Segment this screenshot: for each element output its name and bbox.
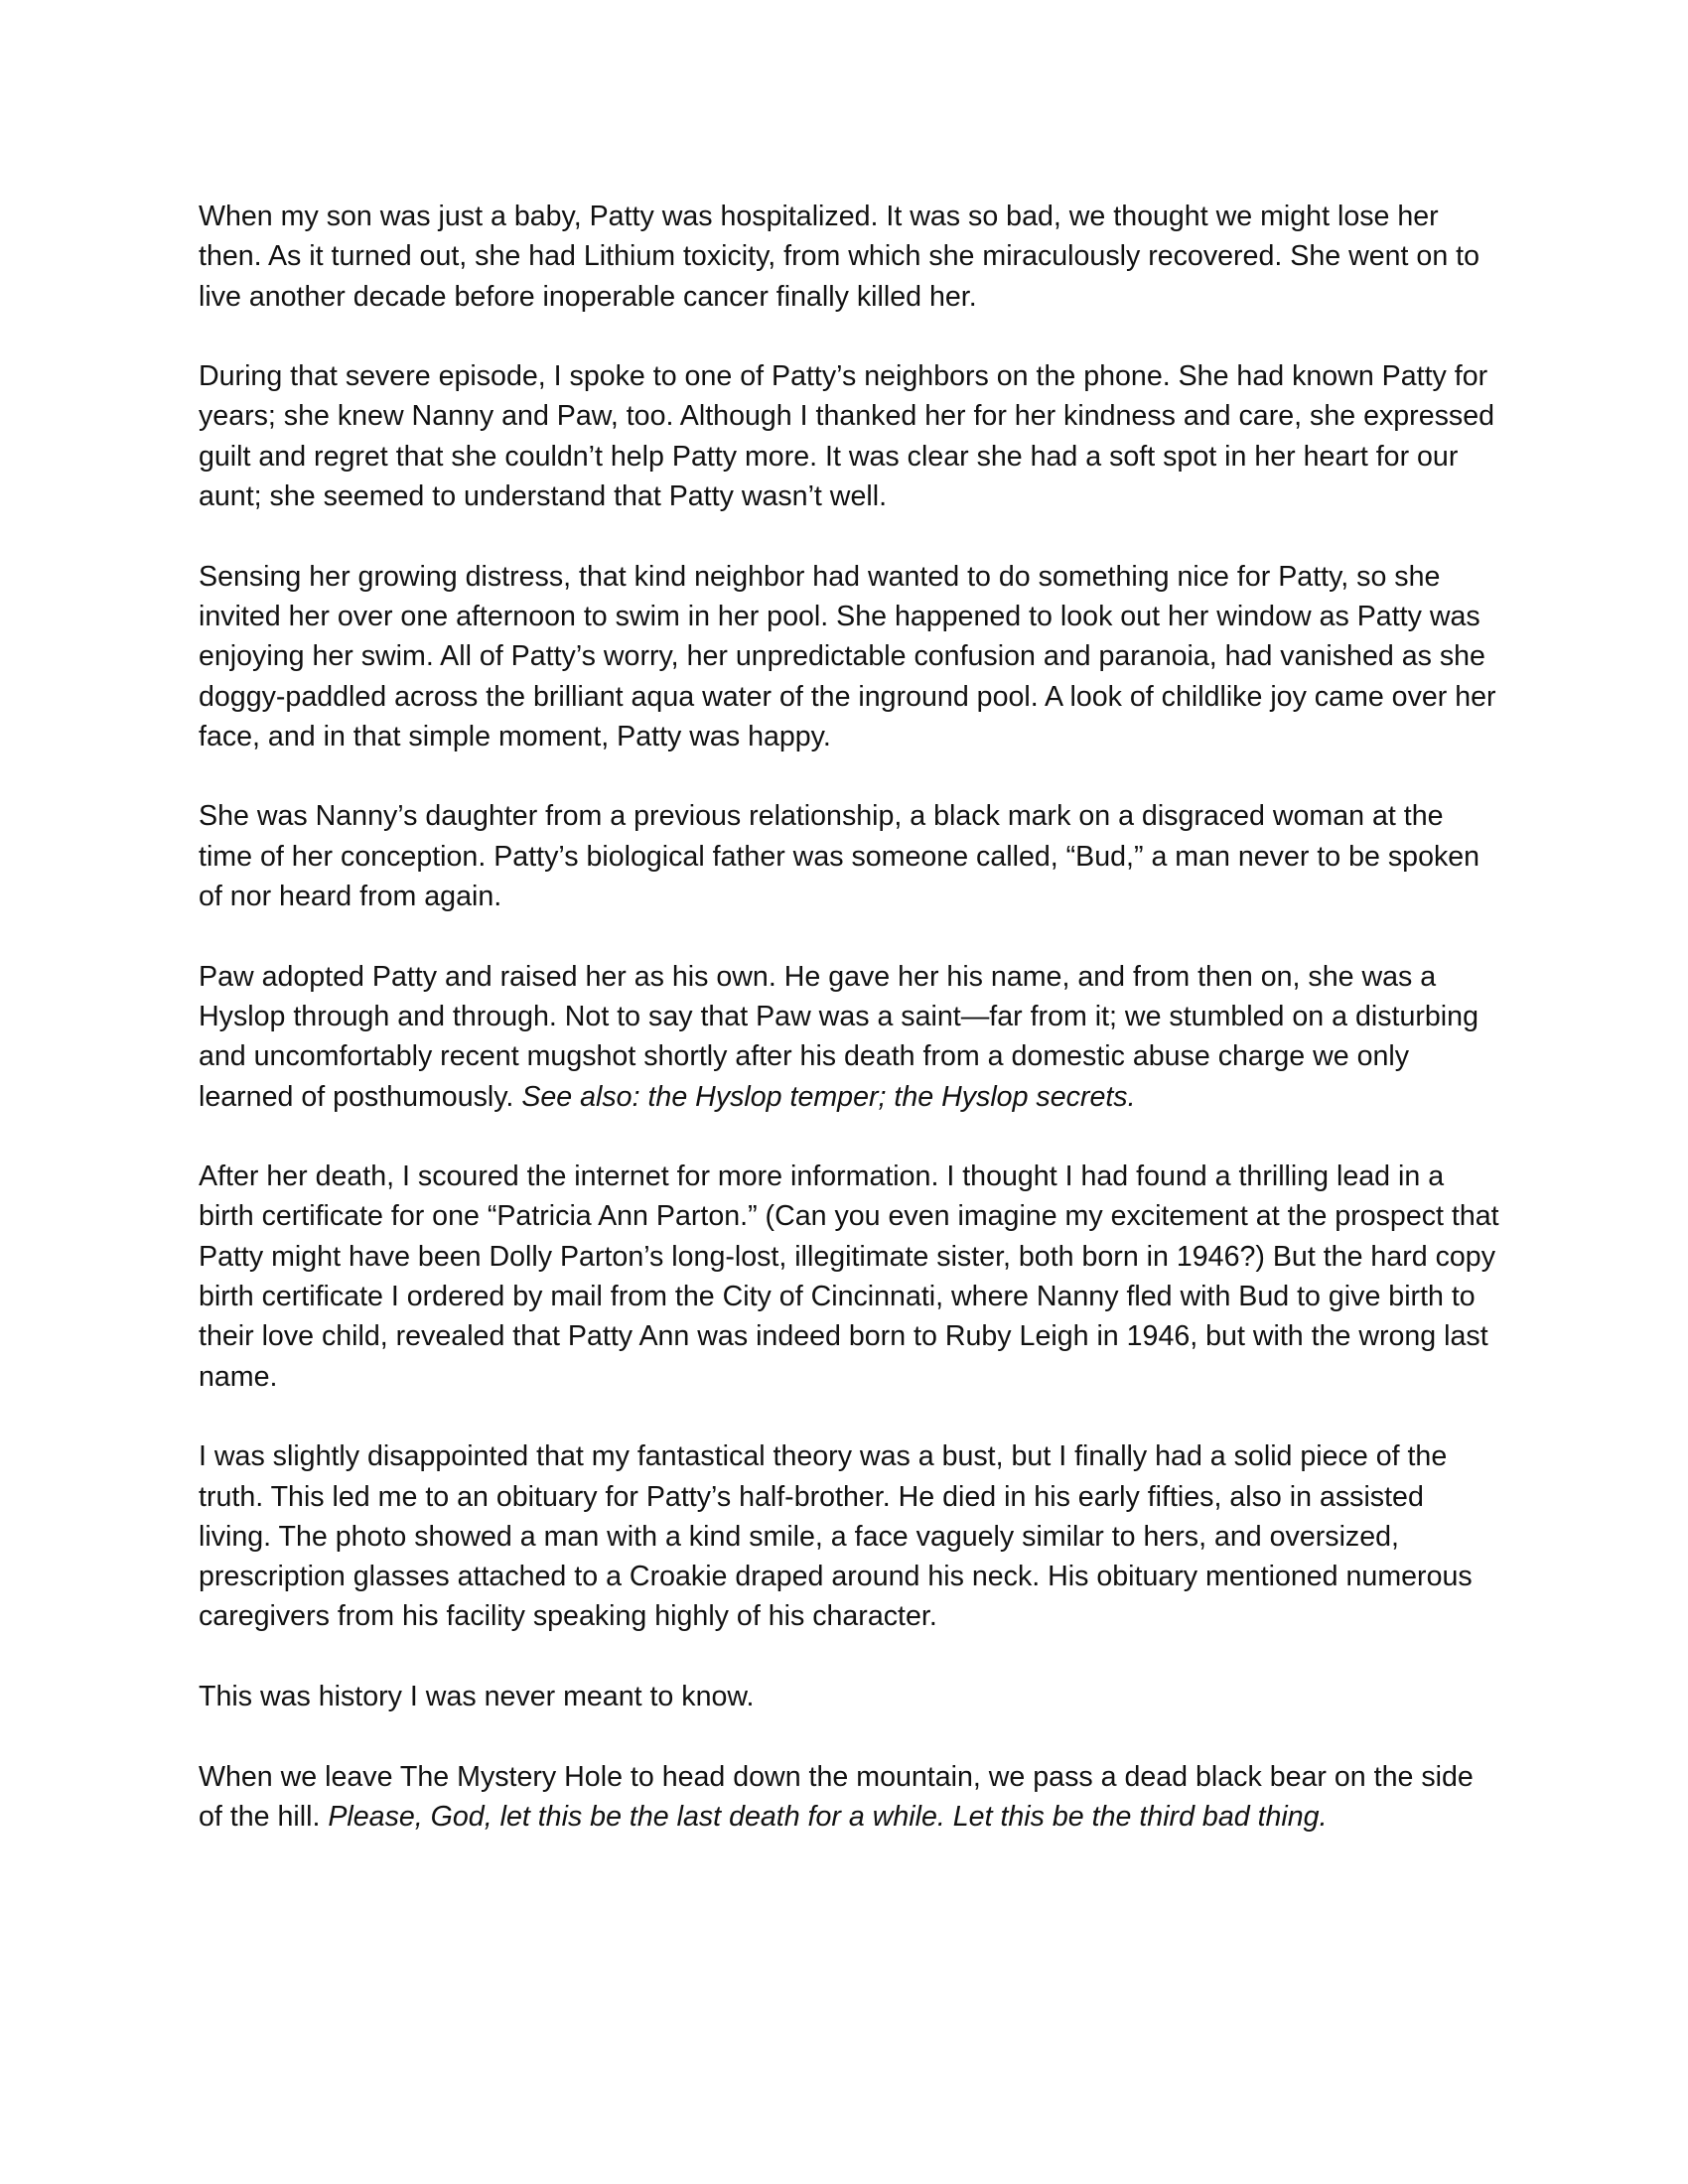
paragraph-italic-text: Please, God, let this be the last death for a while. Let this be the third bad thing.	[328, 1800, 1328, 1833]
paragraph-text: Sensing her growing distress, that kind neighbor had wanted to do something nice for Patty, so she invited her over one afternoon to swim in her pool. She happened to look out her window as Patty was enjoying her swim. All of Patty’s worry, her unpredictable confusion and paranoia, had vanished as she doggy-paddled across the brilliant aqua water of the inground pool. A look of childlike joy came over her face, and in that simple moment, Patty was happy.	[199, 560, 1496, 752]
paragraph-text: After her death, I scoured the internet for more information. I thought I had found a thrilling lead in a birth certificate for one “Patricia Ann Parton.” (Can you even imagine my excitement at the prospect that Patty might have been Dolly Parton’s long-lost, illegitimate sister, both born in 1946?) But the hard copy birth certificate I ordered by mail from the City of Cincinnati, where Nanny fled with Bud to give birth to their love child, revealed that Patty Ann was indeed born to Ruby Leigh in 1946, but with the wrong last name.	[199, 1160, 1499, 1393]
paragraph-text: She was Nanny’s daughter from a previous relationship, a black mark on a disgraced woman at the time of her conception. Patty’s biological father was someone called, “Bud,” a man never to be spoken of nor heard from again.	[199, 800, 1480, 913]
paragraph-birth-certificate	[199, 1157, 1499, 1397]
paragraph-mystery-hole	[199, 1757, 1499, 1838]
paragraph-pool-swim	[199, 557, 1499, 756]
paragraph-text: Paw adopted Patty and raised her as his own. He gave her his name, and from then on, she was a Hyslop through and through. Not to say that Paw was a saint—far from it; we stumbled on a disturbing and uncomfortably recent mugshot shortly after his death from a domestic abuse charge we only learned of posthumously.	[199, 960, 1478, 1113]
document-page	[199, 197, 1499, 1876]
paragraph-hospitalization	[199, 197, 1499, 317]
paragraph-adoption	[199, 957, 1499, 1117]
paragraph-italic-text: See also: the Hyslop temper; the Hyslop secrets.	[521, 1080, 1136, 1113]
paragraph-text: When we leave The Mystery Hole to head down the mountain, we pass a dead black bear on the side of the hill.	[199, 1760, 1474, 1833]
paragraph-obituary	[199, 1436, 1499, 1636]
paragraph-neighbor-call	[199, 356, 1499, 516]
paragraph-text: When my son was just a baby, Patty was hospitalized. It was so bad, we thought we might lose her then. As it turned out, she had Lithium toxicity, from which she miraculously recovered. She went on to live another decade before inoperable cancer finally killed her.	[199, 201, 1480, 313]
paragraph-conception	[199, 796, 1499, 916]
paragraph-text: During that severe episode, I spoke to one of Patty’s neighbors on the phone. She had known Patty for years; she knew Nanny and Paw, too. Although I thanked her for her kindness and care, she expressed guilt and regret that she couldn’t help Patty more. It was clear she had a soft spot in her heart for our aunt; she seemed to understand that Patty wasn’t well.	[199, 360, 1494, 513]
paragraph-text: This was history I was never meant to know.	[199, 1680, 755, 1712]
paragraph-text: I was slightly disappointed that my fantastical theory was a bust, but I finally had a solid piece of the truth. This led me to an obituary for Patty’s half-brother. He died in his early fifties, also in assisted living. The photo showed a man with a kind smile, a face vaguely similar to hers, and oversized, prescription glasses attached to a Croakie draped around his neck. His obituary mentioned numerous caregivers from his facility speaking highly of his character.	[199, 1440, 1473, 1633]
paragraph-history	[199, 1677, 1499, 1716]
